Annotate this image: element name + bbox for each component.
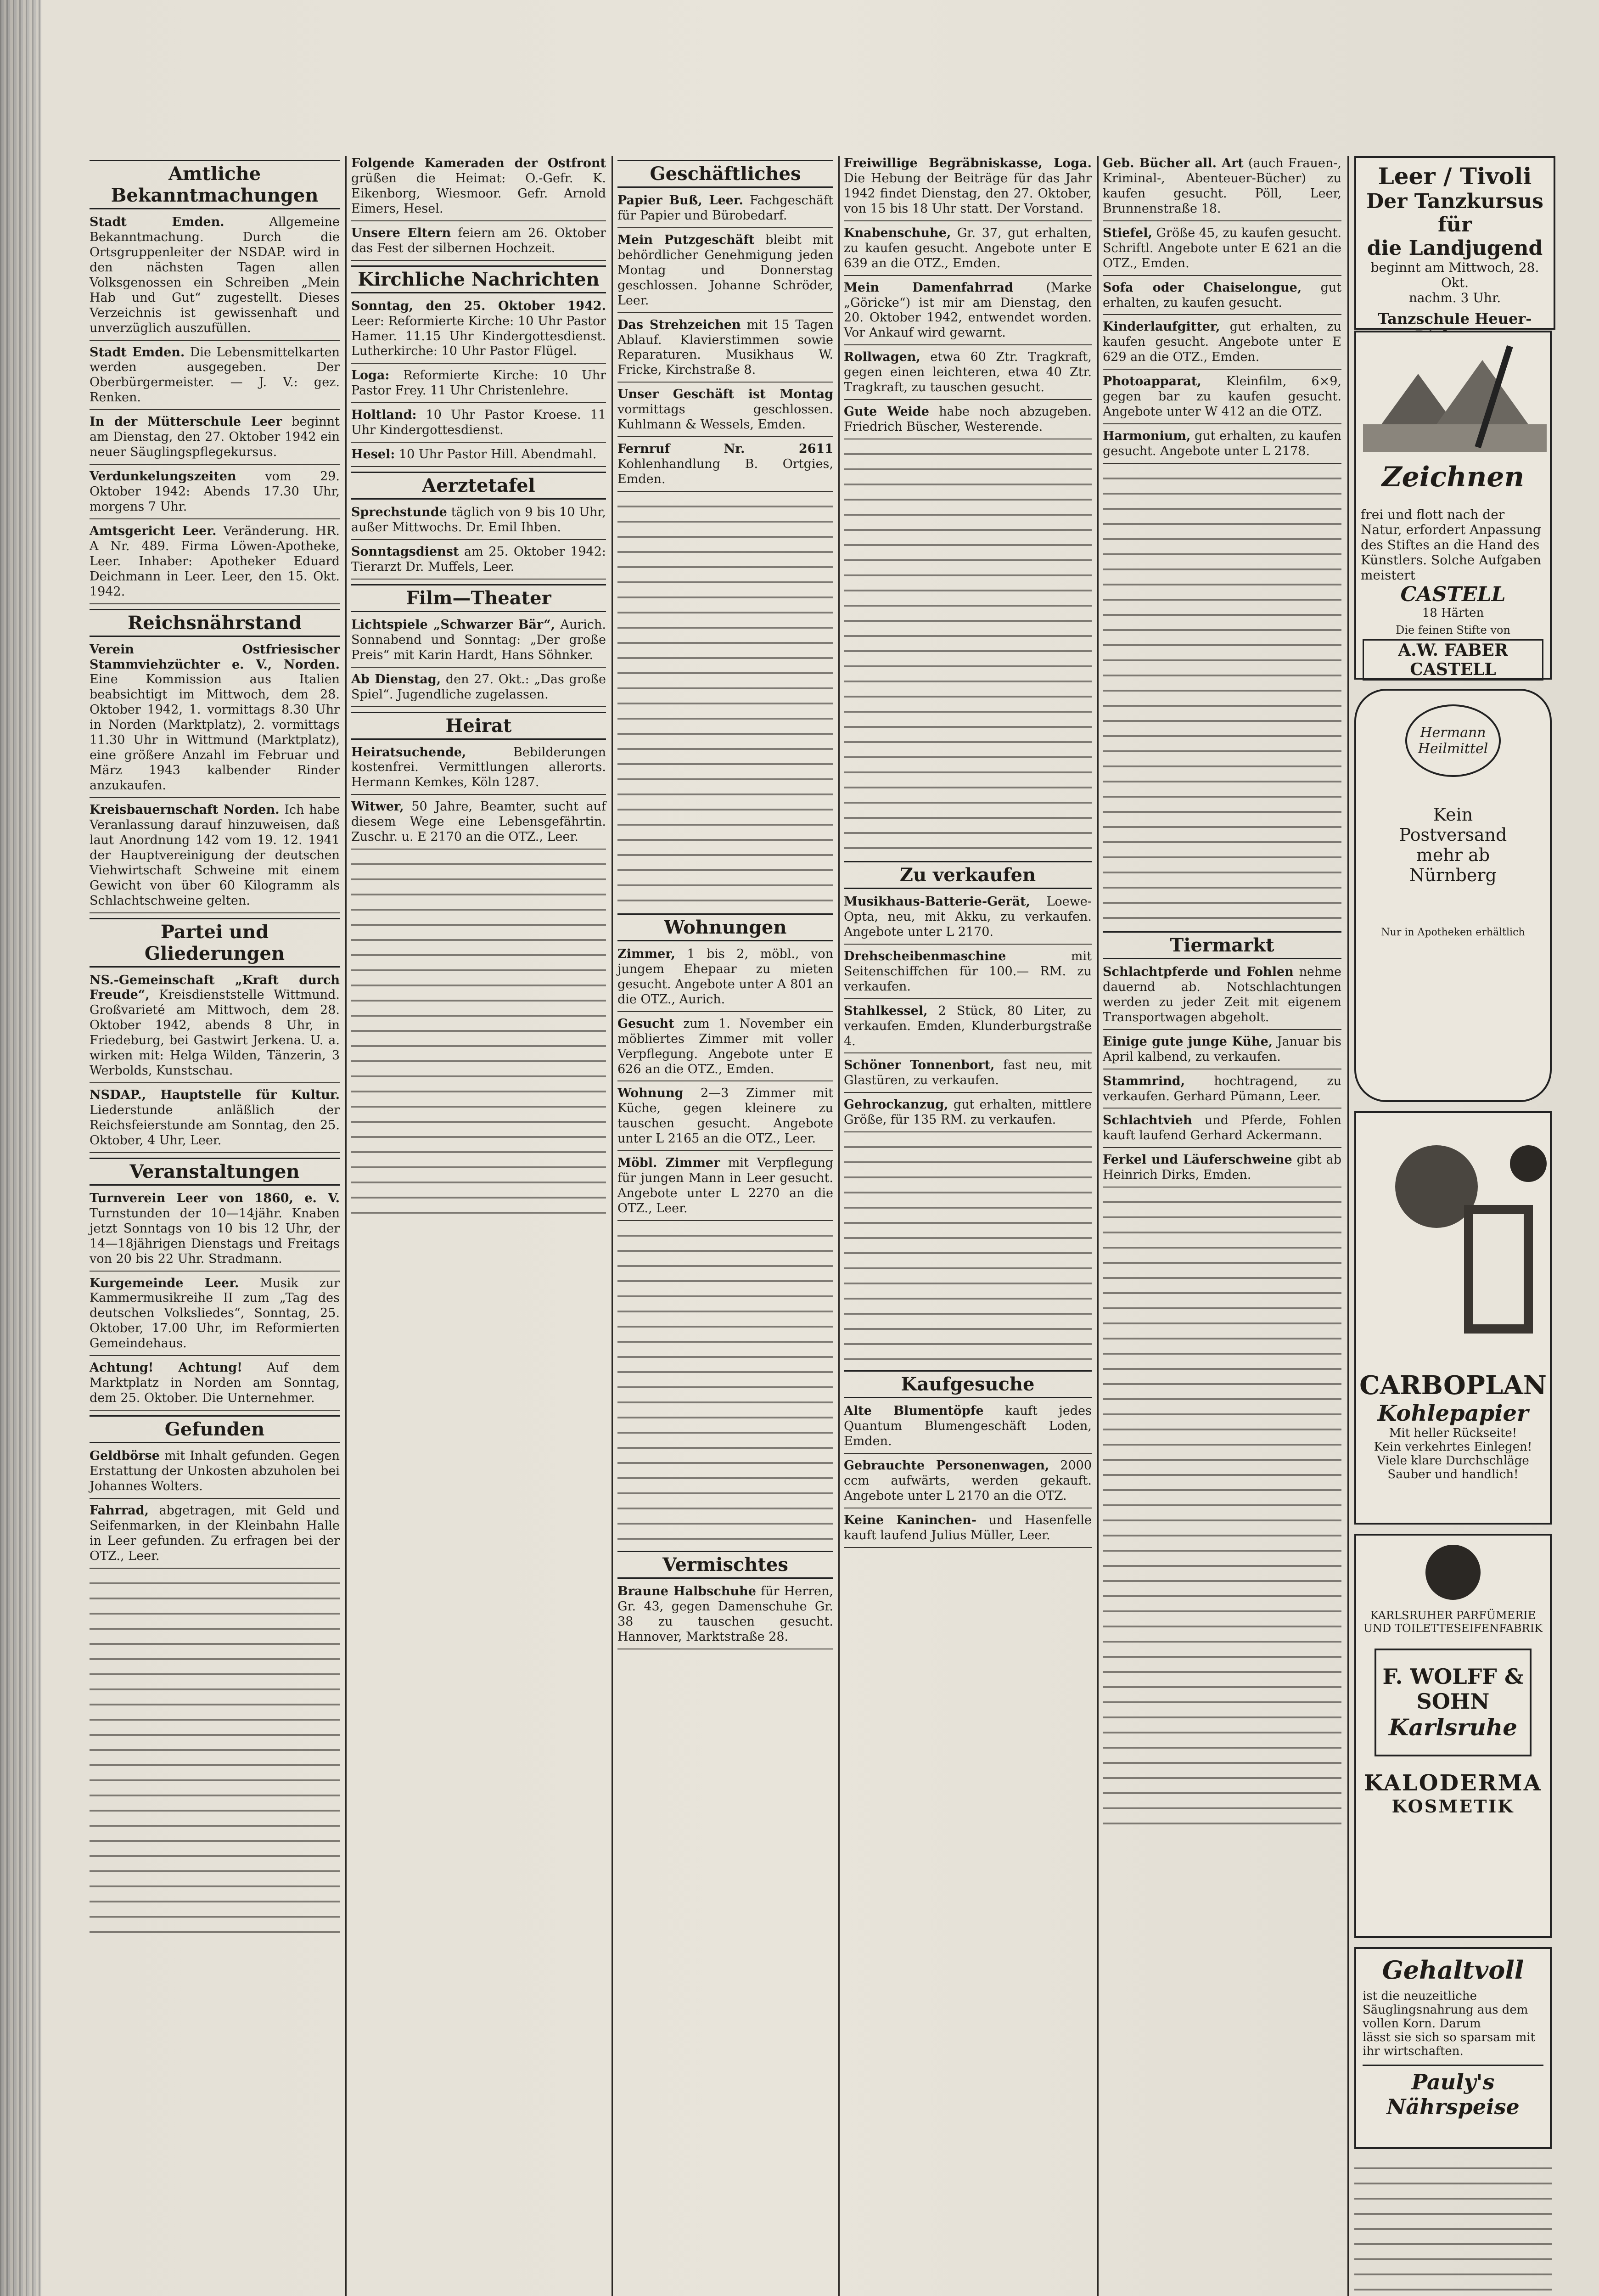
- ad-body: 2—3 Zimmer mit Küche, gegen kleinere zu tauschen gesucht. Angebote unter L 2165 an die OTZ., Leer.: [617, 1086, 833, 1146]
- ad-heading: Schlachtvieh: [1103, 1113, 1192, 1128]
- section-header: Aerztetafel: [351, 472, 606, 500]
- classified-ad: [1103, 1074, 1341, 1109]
- section-header: Vermischtes: [617, 1551, 833, 1579]
- classified-ad: [1103, 1113, 1341, 1148]
- classified-ad: [90, 345, 340, 411]
- ad-heading: Stiefel,: [1103, 225, 1152, 240]
- product-line: KOSMETIK: [1391, 1796, 1515, 1817]
- ad-pauly: [1354, 1947, 1552, 2149]
- ad-heading: Lichtspiele „Schwarzer Bär“,: [351, 617, 555, 632]
- classified-ad: [351, 545, 606, 580]
- classified-ad: [844, 1004, 1092, 1054]
- classified-ad: [1103, 156, 1341, 221]
- ad-heading: Turnverein Leer von 1860, e. V.: [90, 1191, 340, 1205]
- ad-heading: Stahlkessel,: [844, 1003, 928, 1018]
- ad-heading: Schöner Tonnenbort,: [844, 1058, 995, 1073]
- ad-heading: Harmonium,: [1103, 429, 1191, 444]
- classified-ad: [351, 368, 606, 403]
- section-header: Partei und Gliederungen: [90, 918, 340, 968]
- classified-ad: [844, 895, 1092, 945]
- ad-heading: Schlachtpferde und Fohlen: [1103, 964, 1294, 979]
- ad-line: nachm. 3 Uhr.: [1408, 290, 1501, 305]
- column-4: [844, 156, 1092, 1553]
- ad-body: Leer: Reformierte Kirche: 10 Uhr Pastor Hamer. 11.15 Uhr Kindergottesdienst. Lutherkirche: 10 Uhr Pastor Flügel.: [351, 314, 606, 359]
- ad-heading: Geb. Bücher all. Art: [1103, 156, 1244, 170]
- ad-heading: Knabenschuhe,: [844, 225, 951, 240]
- ad-heading: Braune Halbschuhe: [617, 1584, 756, 1598]
- ad-body: Bebilderungen kostenfrei. Vermittlungen allerorts. Hermann Kemkes, Köln 1287.: [351, 745, 606, 790]
- ad-subtitle: Kohlepapier: [1377, 1401, 1529, 1426]
- ad-body: Allgemeine Bekanntmachung. Durch die Ortsgruppenleiter der NSDAP. wird in den nächsten Tagen allen Volksgenossen ein Schreiben „Mein Hab und Gut“ zugestellt. Dieses Verzeichnis ist gewissenhaft und unverzüglich auszufüllen.: [90, 215, 340, 335]
- column-rule: [345, 156, 347, 2296]
- classified-ad: [617, 442, 833, 492]
- text-filler: [844, 1137, 1092, 1367]
- ad-body: 10 Uhr Pastor Kroese. 11 Uhr Kindergottesdienst.: [351, 408, 606, 438]
- section-header: Gefunden: [90, 1415, 340, 1443]
- ad-line: Postversand: [1399, 825, 1507, 845]
- ad-line: Mit heller Rückseite!: [1389, 1426, 1517, 1440]
- classified-ad: [351, 447, 606, 467]
- ad-line: UND TOILETTESEIFENFABRIK: [1363, 1622, 1543, 1635]
- hermann-logo: Hermann Heilmittel: [1405, 704, 1501, 777]
- column-rule: [1097, 156, 1099, 2296]
- text-filler: [617, 496, 833, 910]
- ad-body: mit Seitenschiffchen für 100.— RM. zu verkaufen.: [844, 949, 1092, 994]
- text-filler: [1103, 1192, 1341, 1835]
- section-header: Zu verkaufen: [844, 861, 1092, 889]
- ad-body: vom 29. Oktober 1942: Abends 17.30 Uhr, morgens 7 Uhr.: [90, 469, 340, 514]
- text-filler: [90, 1573, 340, 1941]
- classified-ad: [351, 618, 606, 668]
- ad-heading: Ferkel und Läuferschweine: [1103, 1153, 1292, 1167]
- classified-ad: [90, 973, 340, 1084]
- ad-heading: Fahrrad,: [90, 1503, 149, 1518]
- classified-ad: [844, 1058, 1092, 1093]
- section-header: Tiermarkt: [1103, 931, 1341, 959]
- classified-ad: [90, 642, 340, 798]
- classified-ad: [351, 672, 606, 707]
- ad-body: beginnt am Dienstag, den 27. Oktober 1942 ein neuer Säuglingspflegekursus.: [90, 415, 340, 460]
- section-header: Kirchliche Nachrichten: [351, 265, 606, 293]
- ad-heading: Holtland:: [351, 408, 417, 422]
- classified-ad: [617, 193, 833, 228]
- column-rule: [612, 156, 613, 2296]
- ad-heading: Papier Buß, Leer.: [617, 193, 743, 208]
- reading-woman-illustration: [1363, 1122, 1547, 1361]
- section-header: Wohnungen: [617, 913, 833, 941]
- ad-body: Kleinfilm, 6×9, gegen bar zu kaufen gesucht. Angebote unter W 412 an die OTZ.: [1103, 374, 1341, 419]
- ad-body: Die Hebung der Beiträge für das Jahr 1942 findet Dienstag, den 27. Oktober, von 15 bis 18 Uhr statt. Der Vorstand.: [844, 171, 1092, 216]
- ad-body: etwa 60 Ztr. Tragkraft, gegen einen leichteren, etwa 40 Ztr. Tragkraft, zu tauschen gesucht.: [844, 350, 1092, 395]
- ad-heading: Stadt Emden.: [90, 345, 185, 360]
- ad-body: bleibt mit behördlicher Genehmigung jeden Montag und Donnerstag geschlossen. Johanne Schröder, Leer.: [617, 232, 833, 308]
- ad-heading: Rollwagen,: [844, 350, 920, 365]
- ad-body: den 27. Okt.: „Das große Spiel“. Jugendliche zugelassen.: [351, 672, 606, 702]
- classified-ad: [617, 387, 833, 437]
- ad-body: täglich von 9 bis 10 Uhr, außer Mittwochs. Dr. Emil Ihben.: [351, 505, 606, 535]
- classified-ad: [90, 1503, 340, 1569]
- ad-body: gut erhalten, zu kaufen gesucht.: [1103, 280, 1341, 310]
- ad-line: mehr ab: [1416, 845, 1490, 865]
- section-header: Veranstaltungen: [90, 1158, 340, 1186]
- ad-heading: Gesucht: [617, 1016, 674, 1031]
- ad-heading: Loga:: [351, 368, 390, 383]
- classified-ad: [351, 299, 606, 364]
- ad-body: 10 Uhr Pastor Hill. Abendmahl.: [398, 447, 597, 462]
- classified-ad: [90, 1276, 340, 1356]
- section-header: Reichsnährstand: [90, 609, 340, 637]
- classified-ad: [90, 1361, 340, 1411]
- ad-body: (auch Frauen-, Kriminal-, Abenteuer-Bücher) zu kaufen gesucht. Pöll, Leer, Brunnenstraße 18.: [1103, 156, 1341, 216]
- ad-heading: Sonntagsdienst: [351, 544, 459, 559]
- ad-line: die Landjugend: [1367, 236, 1543, 260]
- ad-heading: Amtsgericht Leer.: [90, 523, 217, 538]
- classified-ad: [90, 415, 340, 465]
- ad-body: (Marke „Göricke“) ist mir am Dienstag, den 20. Oktober 1942, entwendet worden. Vor Ankauf wird gewarnt.: [844, 280, 1092, 340]
- ad-body: habe noch abzugeben. Friedrich Büscher, Westerende.: [844, 405, 1092, 434]
- brand-name: Pauly's Nährspeise: [1363, 2065, 1543, 2119]
- classified-ad: [617, 1584, 833, 1649]
- classified-ad: [844, 1404, 1092, 1454]
- section-header: Amtliche Bekanntmachungen: [90, 160, 340, 209]
- ad-heading: Keine Kaninchen-: [844, 1513, 976, 1527]
- ad-body: Reformierte Kirche: 10 Uhr Pastor Frey. 11 Uhr Christenlehre.: [351, 368, 606, 398]
- classified-ad: [90, 803, 340, 913]
- ad-heading: Wohnung: [617, 1086, 684, 1101]
- ad-heading: Kreisbauernschaft Norden.: [90, 802, 280, 817]
- wolff-emblem-icon: [1425, 1545, 1481, 1600]
- ad-line: 18 Härten: [1422, 606, 1484, 620]
- ad-body: Kreisdienststelle Wittmund. Großvarieté am Mittwoch, dem 28. Oktober 1942, abends 8 Uhr, in Friedeburg, bei Gastwirt Jerkena. U. a. wirken mit: Helga Wilden, Tänzerin, 3 Werbolds, Kunstschau.: [90, 988, 340, 1078]
- ad-body: 1 bis 2, möbl., von jungem Ehepaar zu mieten gesucht. Angebote unter A 801 an die OTZ., Aurich.: [617, 946, 833, 1007]
- ad-heading: Hesel:: [351, 447, 395, 462]
- ad-heading: Zimmer,: [617, 946, 675, 961]
- classified-ad: [90, 469, 340, 519]
- ad-heading: Photoapparat,: [1103, 374, 1201, 389]
- ad-body: zum 1. November ein möbliertes Zimmer mit voller Verpflegung. Angebote unter E 626 an die OTZ., Emden.: [617, 1016, 833, 1076]
- ad-body: Ich habe Veranlassung darauf hinzuweisen, daß laut Anordnung 142 vom 19. 12. 1941 der Hauptvereinigung der deutschen Viehwirtschaft Schweine mit einem Gewicht von über 60 Kilogramm als Schlachtschweine gelten.: [90, 802, 340, 908]
- ad-carboplan: [1354, 1111, 1552, 1525]
- ad-body: 50 Jahre, Beamter, sucht auf diesem Wege eine Lebensgefährtin. Zuschr. u. E 2170 an die OTZ., Leer.: [351, 799, 606, 844]
- text-filler: [1354, 2158, 1552, 2296]
- text-filler: [1103, 468, 1341, 928]
- ad-title: Zeichnen: [1381, 461, 1525, 493]
- ad-line: Der Tanzkursus für: [1366, 190, 1543, 236]
- classified-ad: [844, 949, 1092, 999]
- classified-ad: [1103, 1153, 1341, 1187]
- ad-heading: Sofa oder Chaiselongue,: [1103, 280, 1302, 295]
- ad-heading: NSDAP., Hauptstelle für Kultur.: [90, 1088, 340, 1103]
- classified-ad: [844, 1458, 1092, 1508]
- ad-body: Januar bis April kalbend, zu verkaufen.: [1103, 1034, 1341, 1064]
- ad-body: mit 15 Tagen Ablauf. Klavierstimmen sowie Reparaturen. Musikhaus W. Fricke, Kirchstraße 8.: [617, 317, 833, 377]
- ad-heading: Verdunkelungszeiten: [90, 469, 236, 484]
- classified-ad: [1103, 374, 1341, 424]
- ad-text: ist die neuzeitliche Säuglingsnahrung aus dem vollen Korn. Darum: [1363, 1989, 1528, 2031]
- column-5: [1103, 156, 1341, 1835]
- ad-body: für Herren, Gr. 43, gegen Damenschuhe Gr. 38 zu tauschen gesucht. Hannover, Marktstraße 28.: [617, 1584, 833, 1644]
- ad-body: 2 Stück, 80 Liter, zu verkaufen. Emden, Klunderburgstraße 4.: [844, 1003, 1092, 1048]
- ad-body: Liederstunde anläßlich der Reichsfeierstunde am Sonntag, den 25. Oktober, 4 Uhr, Leer.: [90, 1103, 340, 1148]
- column-6-text: [1354, 2158, 1552, 2296]
- ad-body: fast neu, mit Glastüren, zu verkaufen.: [844, 1058, 1092, 1088]
- ad-hermann: [1354, 689, 1552, 1102]
- ad-body: Die Lebensmittelkarten werden ausgegeben. Der Oberbürgermeister. — J. V.: gez. Renken.: [90, 345, 340, 405]
- ad-heading: Stammrind,: [1103, 1074, 1185, 1088]
- ad-line: KARLSRUHER PARFÜMERIE: [1370, 1609, 1536, 1622]
- ad-line: Nürnberg: [1409, 865, 1497, 885]
- ad-body: Größe 45, zu kaufen gesucht. Schriftl. Angebote unter E 621 an die OTZ., Emden.: [1103, 225, 1341, 270]
- classified-ad: [617, 1086, 833, 1151]
- ad-line: Die feinen Stifte von: [1396, 624, 1510, 636]
- ad-body: am 25. Oktober 1942: Tierarzt Dr. Muffels, Leer.: [351, 544, 606, 574]
- classified-ad: [617, 1017, 833, 1082]
- ad-heading: Sonntag, den 25. Oktober 1942.: [351, 298, 606, 313]
- classified-ad: [90, 1191, 340, 1272]
- ad-text: lässt sie sich so sparsam mit ihr wirtschaften.: [1363, 2031, 1536, 2058]
- brand-name: F. WOLFF & SOHN: [1382, 1664, 1524, 1714]
- ad-body: hochtragend, zu verkaufen. Gerhard Pümann, Leer.: [1103, 1074, 1341, 1103]
- ad-heading: Fernruf Nr. 2611: [617, 442, 833, 456]
- column-rule: [838, 156, 840, 2296]
- ad-heading: Kurgemeinde Leer.: [90, 1276, 239, 1290]
- ad-heading: Ab Dienstag,: [351, 672, 441, 687]
- ad-heading: Möbl. Zimmer: [617, 1156, 720, 1171]
- ad-heading: Alte Blumentöpfe: [844, 1404, 984, 1418]
- ad-body: nehme dauernd ab. Notschlachtungen werden zu jeder Zeit mit eigenem Transportwagen abgeholt.: [1103, 964, 1341, 1024]
- classified-ad: [844, 226, 1092, 276]
- ad-body: Eine Kommission aus Italien beabsichtigt im Mittwoch, dem 28. Oktober 1942, 1. vormittags 8.30 Uhr in Norden (Marktplatz), 2. vormittags 11.30 Uhr in Wittmund (Marktplatz), eine größere Anzahl im Februar und März 1943 kalbender Rinder anzukaufen.: [90, 672, 340, 793]
- ad-wolff: [1354, 1534, 1552, 1938]
- ad-heading: Drehscheibenmaschine: [844, 949, 1006, 963]
- section-header: Geschäftliches: [617, 160, 833, 188]
- classified-ad: [1103, 281, 1341, 315]
- ad-heading: Unser Geschäft ist Montag: [617, 387, 833, 402]
- column-3: [617, 156, 833, 1654]
- section-header: Kaufgesuche: [844, 1370, 1092, 1398]
- ad-body: und Pferde, Fohlen kauft laufend Gerhard Ackermann.: [1103, 1113, 1341, 1143]
- ad-line: beginnt am Mittwoch, 28. Okt.: [1370, 260, 1539, 290]
- ad-body: kauft jedes Quantum Blumengeschäft Loden, Emden.: [844, 1404, 1092, 1449]
- ad-title: Leer / Tivoli: [1378, 163, 1532, 190]
- ad-body: gibt ab Heinrich Dirks, Emden.: [1103, 1153, 1341, 1182]
- ad-body: mit Inhalt gefunden. Gegen Erstattung der Unkosten abzuholen bei Johannes Wolters.: [90, 1449, 340, 1493]
- text-filler: [351, 854, 606, 1221]
- ad-heading: Unsere Eltern: [351, 225, 451, 240]
- classified-ad: [617, 233, 833, 313]
- ad-body: Turnstunden der 10—14jähr. Knaben jetzt Sonntags von 10 bis 12 Uhr, der 14—18jährigen Dienstags und Freitags von 20 bis 22 Uhr. Stradmann.: [90, 1206, 340, 1266]
- classified-ad: [351, 745, 606, 795]
- ad-heading: Mein Damenfahrrad: [844, 280, 1014, 295]
- text-filler: [617, 1226, 833, 1547]
- ad-heading: Heiratsuchende,: [351, 745, 466, 760]
- ad-body: 2000 ccm aufwärts, werden gekauft. Angebote unter L 2170 an die OTZ.: [844, 1458, 1092, 1503]
- ad-body: Auf dem Marktplatz in Norden am Sonntag, dem 25. Oktober. Die Unternehmer.: [90, 1361, 340, 1406]
- ad-body: Loewe-Opta, neu, mit Akku, zu verkaufen. Angebote unter L 2170.: [844, 895, 1092, 939]
- column-rule: [1347, 156, 1349, 2296]
- classified-ad: [351, 799, 606, 850]
- ad-heading: Witwer,: [351, 799, 404, 814]
- ad-heading: Musikhaus-Batterie-Gerät,: [844, 895, 1030, 909]
- ad-heading: Achtung! Achtung!: [90, 1361, 242, 1375]
- classified-ad: [617, 947, 833, 1012]
- ad-text: frei und flott nach der Natur, erfordert Anpassung des Stiftes an die Hand des Künstlers. Solche Aufgaben meistert: [1361, 507, 1542, 583]
- ad-body: Kohlenhandlung B. Ortgies, Emden.: [617, 457, 833, 486]
- classified-ad: [1103, 320, 1341, 370]
- classified-ad: [1103, 1035, 1341, 1069]
- ad-body: und Hasenfelle kauft laufend Julius Müller, Leer.: [844, 1513, 1092, 1542]
- ad-title: CARBOPLAN: [1359, 1370, 1547, 1401]
- ad-heading: Gebrauchte Personenwagen,: [844, 1458, 1049, 1473]
- ad-heading: Einige gute junge Kühe,: [1103, 1034, 1273, 1049]
- ad-line: Sauber und handlich!: [1387, 1468, 1519, 1481]
- section-header: Heirat: [351, 712, 606, 740]
- column-2: [351, 156, 606, 1221]
- classified-ad: [90, 1088, 340, 1153]
- classified-ad: [1103, 429, 1341, 464]
- ad-heading: In der Mütterschule Leer: [90, 415, 282, 429]
- ad-heading: Verein Ostfriesischer Stammviehzüchter e. V., Norden.: [90, 642, 340, 672]
- classified-ad: [844, 405, 1092, 439]
- classified-ad: [90, 524, 340, 604]
- ad-heading: Kinderlaufgitter,: [1103, 320, 1220, 334]
- classified-ad: [90, 215, 340, 341]
- classified-ad: [844, 1097, 1092, 1132]
- classified-ad: [844, 156, 1092, 221]
- classified-ad: [1103, 965, 1341, 1030]
- ad-body: Veränderung. HR. A Nr. 489. Firma Löwen-Apotheke, Leer. Inhaber: Apotheker Eduard Deichmann in Leer. Leer, den 15. Okt. 1942.: [90, 523, 340, 599]
- ad-heading: Geldbörse: [90, 1449, 160, 1463]
- ad-body: vormittags geschlossen. Kuhlmann & Wessels, Emden.: [617, 402, 833, 432]
- ad-castell: [1354, 331, 1552, 680]
- ad-body: abgetragen, mit Geld und Seifenmarken, in der Kleinbahn Halle in Leer gefunden. Zu erfragen bei der OTZ., Leer.: [90, 1503, 340, 1563]
- ad-body: Fachgeschäft für Papier und Bürobedarf.: [617, 193, 833, 223]
- section-header: Film—Theater: [351, 584, 606, 612]
- classified-ad: [351, 408, 606, 443]
- brand-name: CASTELL: [1400, 583, 1506, 606]
- ad-body: mit Verpflegung für jungen Mann in Leer gesucht. Angebote unter L 2270 an die OTZ., Leer.: [617, 1156, 833, 1216]
- ad-body: Gr. 37, gut erhalten, zu kaufen gesucht. Angebote unter E 639 an die OTZ., Emden.: [844, 225, 1092, 270]
- classified-ad: [844, 281, 1092, 346]
- ad-heading: Mein Putzgeschäft: [617, 232, 755, 247]
- ad-body: gut erhalten, zu kaufen gesucht. Angebote unter L 2178.: [1103, 429, 1341, 458]
- classified-ad: [844, 1513, 1092, 1548]
- ad-line: Tanzschule Heuer-: [1378, 310, 1532, 327]
- classified-ad: [844, 350, 1092, 400]
- ad-footnote: Nur in Apotheken erhältlich: [1381, 927, 1525, 938]
- ad-heading: Gehrockanzug,: [844, 1097, 948, 1112]
- ad-title: Gehaltvoll: [1382, 1955, 1524, 1985]
- ad-heading: Gute Weide: [844, 405, 929, 419]
- classified-ad: [90, 1449, 340, 1499]
- classified-ad: [351, 505, 606, 540]
- classified-ad: [617, 318, 833, 383]
- brand-city: Karlsruhe: [1388, 1714, 1518, 1741]
- ad-body: gut erhalten, mittlere Größe, für 135 RM. zu verkaufen.: [844, 1097, 1092, 1127]
- classified-ad: [617, 1156, 833, 1221]
- ad-heading: NS.-Gemeinschaft „Kraft durch Freude“,: [90, 973, 340, 1002]
- classified-ad: [1103, 226, 1341, 276]
- drawing-illustration: [1363, 342, 1547, 456]
- classified-ad: [351, 226, 606, 261]
- ad-body: Musik zur Kammermusikreihe II zum „Tag des deutschen Volksliedes“, Sonntag, 25. Oktober, 17.00 Uhr, im Reformierten Gemeindehaus.: [90, 1276, 340, 1351]
- ad-heading: Sprechstunde: [351, 505, 447, 520]
- brand-name: A.W. FABER CASTELL: [1363, 639, 1543, 681]
- ad-heading: Das Strehzeichen: [617, 317, 741, 332]
- binding-edge: [0, 0, 41, 2296]
- ad-body: feiern am 26. Oktober das Fest der silbernen Hochzeit.: [351, 225, 606, 255]
- column-1: [90, 156, 340, 1941]
- ad-line: Kein: [1433, 805, 1473, 825]
- ad-heading: Folgende Kameraden der Ostfront: [351, 156, 606, 170]
- ad-heading: Freiwillige Begräbniskasse, Loga.: [844, 156, 1092, 170]
- ad-body: gut erhalten, zu kaufen gesucht. Angebote unter E 629 an die OTZ., Emden.: [1103, 320, 1341, 365]
- ad-body: Aurich. Sonnabend und Sonntag: „Der große Preis“ mit Karin Hardt, Hans Söhnker.: [351, 617, 606, 662]
- text-filler: [844, 444, 1092, 857]
- product-name: KALODERMA: [1363, 1770, 1543, 1796]
- ad-line: Viele klare Durchschläge: [1377, 1454, 1529, 1468]
- classified-ad: [351, 156, 606, 221]
- ad-tivoli: [1354, 156, 1555, 330]
- ad-body: grüßen die Heimat: O.-Gefr. K. Eikenborg, Wiesmoor. Gefr. Arnold Eimers, Hesel.: [351, 171, 606, 216]
- ad-line: Kein verkehrtes Einlegen!: [1374, 1440, 1532, 1454]
- ad-heading: Stadt Emden.: [90, 215, 224, 229]
